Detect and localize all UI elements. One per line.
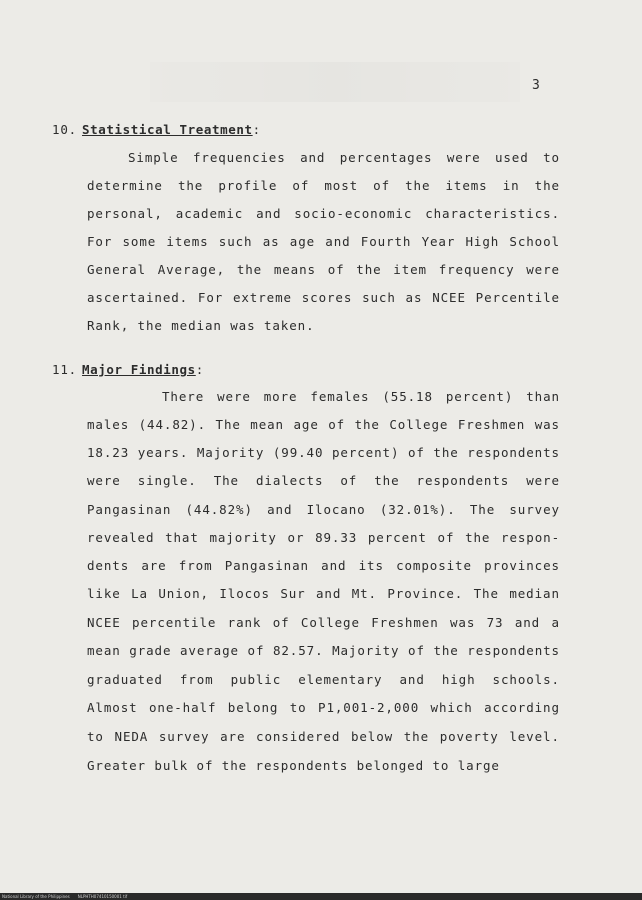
word: extreme	[232, 290, 292, 305]
paragraph-line	[87, 586, 560, 601]
word: Simple	[128, 150, 179, 165]
word: composite	[396, 558, 472, 573]
paragraph-line	[87, 700, 560, 715]
word: personal,	[87, 206, 163, 221]
paragraph-line: Rank, the median was taken.	[87, 318, 315, 333]
section-heading-statistical-treatment	[52, 122, 261, 137]
word: 82.57.	[272, 643, 324, 658]
word: The	[473, 586, 499, 601]
word: such	[218, 234, 253, 249]
paragraph-line	[87, 672, 560, 687]
word: For	[197, 290, 224, 305]
word: of	[328, 417, 346, 432]
word: The	[469, 502, 496, 517]
word: Freshmen	[371, 615, 439, 630]
word: College	[300, 615, 360, 630]
word: were	[446, 150, 481, 165]
word: socio-economic	[294, 206, 413, 221]
word: rank	[227, 615, 262, 630]
word: Ilocano	[306, 502, 366, 517]
section-number: 10.	[52, 122, 77, 137]
paragraph-line	[87, 417, 560, 432]
section-title-suffix: :	[252, 122, 261, 137]
word: survey	[509, 502, 560, 517]
word: median	[509, 586, 560, 601]
word: the	[356, 262, 382, 277]
paragraph-line	[87, 729, 560, 744]
word: the	[177, 178, 204, 193]
word: Average,	[157, 262, 226, 277]
word: elementary	[298, 672, 383, 687]
paragraph-line	[87, 530, 560, 545]
word: For	[87, 234, 113, 249]
word: provinces	[484, 558, 560, 573]
section-title: Major Findings	[82, 362, 196, 377]
word: survey	[158, 729, 210, 744]
word: means	[273, 262, 316, 277]
paragraph-line	[128, 150, 560, 165]
word: respondents	[416, 473, 510, 488]
word: Pangasinan	[224, 558, 309, 573]
word: the	[433, 643, 459, 658]
word: and	[325, 234, 351, 249]
paragraph-line	[162, 389, 560, 404]
word: average	[179, 643, 239, 658]
word: males	[87, 417, 130, 432]
word: items	[166, 234, 209, 249]
word: of	[327, 262, 345, 277]
word: of	[247, 643, 265, 658]
word: according	[484, 700, 560, 715]
word: (99.40	[272, 445, 324, 460]
word: majority	[209, 530, 277, 545]
word: public	[230, 672, 282, 687]
word: than	[526, 389, 560, 404]
word: Percentile	[475, 290, 560, 305]
scan-footer-text	[2, 894, 135, 899]
word: Union,	[158, 586, 209, 601]
word: are	[141, 558, 167, 573]
word: 89.33	[315, 530, 358, 545]
word: and	[267, 502, 293, 517]
word: percentile	[132, 615, 217, 630]
word: of	[408, 643, 425, 658]
word: age	[289, 234, 316, 249]
word: were	[526, 473, 560, 488]
word: of	[373, 178, 390, 193]
word: of	[272, 615, 290, 630]
word: scores	[301, 290, 353, 305]
word: respondents	[467, 445, 560, 460]
word: Ilocos	[219, 586, 270, 601]
word: Year	[421, 234, 456, 249]
word: School	[509, 234, 560, 249]
word: and	[300, 150, 326, 165]
word: (32.01%).	[379, 502, 456, 517]
section-title: Statistical Treatment	[82, 122, 253, 137]
word: NCEE	[87, 615, 121, 630]
word: years.	[137, 445, 189, 460]
paragraph-line	[87, 615, 560, 630]
word: graduated	[87, 672, 163, 687]
word: used	[494, 150, 529, 165]
word: mean	[250, 417, 284, 432]
word: a	[551, 615, 560, 630]
word: considered	[256, 729, 341, 744]
word: items	[445, 178, 488, 193]
word: Almost	[87, 700, 138, 715]
word: College	[389, 417, 449, 432]
word: (44.82%)	[185, 502, 253, 517]
word: percent)	[445, 389, 514, 404]
paragraph-line	[87, 445, 560, 460]
paragraph-line	[87, 473, 560, 488]
word: of	[437, 530, 455, 545]
word: frequencies	[192, 150, 286, 165]
word: General	[87, 262, 146, 277]
word: and	[399, 672, 425, 687]
word: or	[287, 530, 305, 545]
footer-library: National Library of the Philippines	[2, 894, 70, 899]
word: P1,001-2,000	[318, 700, 420, 715]
word: dents	[87, 558, 130, 573]
word: Pangasinan	[87, 502, 172, 517]
word: as	[262, 234, 280, 249]
word: the	[236, 262, 263, 277]
word: most	[324, 178, 359, 193]
footer-code: NLPHTH07410150001 tif	[77, 894, 128, 899]
word: Freshmen	[457, 417, 526, 432]
word: determine	[87, 178, 163, 193]
word: that	[165, 530, 199, 545]
paragraph-line	[87, 558, 560, 573]
word: like	[87, 586, 121, 601]
word: was	[449, 615, 476, 630]
word: 73	[486, 615, 504, 630]
word: grade	[129, 643, 172, 658]
word: NCEE	[432, 290, 466, 305]
word: high	[441, 672, 476, 687]
word: below	[350, 729, 394, 744]
word: one-half	[148, 700, 217, 715]
word: La	[131, 586, 148, 601]
word: The	[215, 417, 241, 432]
word: Majority	[332, 643, 400, 658]
word: were	[526, 262, 560, 277]
word: of	[340, 473, 358, 488]
word: single.	[137, 473, 197, 488]
word: the	[374, 473, 400, 488]
word: and	[256, 206, 282, 221]
word: ascertained.	[87, 290, 189, 305]
word: females	[310, 389, 370, 404]
word: the	[433, 445, 459, 460]
word: age	[293, 417, 319, 432]
word: its	[358, 558, 384, 573]
word: to	[87, 729, 104, 744]
word: was	[534, 417, 560, 432]
word: were	[87, 473, 121, 488]
word: There	[162, 389, 205, 404]
word: such	[362, 290, 396, 305]
paragraph-line	[87, 178, 560, 193]
word: more	[263, 389, 298, 404]
word: profile	[218, 178, 278, 193]
word: as	[405, 290, 423, 305]
word: Province.	[387, 586, 464, 601]
word: from	[178, 558, 213, 573]
word: percentages	[339, 150, 433, 165]
word: the	[534, 178, 560, 193]
word: are	[220, 729, 246, 744]
word: Sur	[280, 586, 306, 601]
word: some	[122, 234, 157, 249]
word: the	[354, 417, 380, 432]
word: poverty	[439, 729, 499, 744]
word: to	[289, 700, 307, 715]
word: were	[217, 389, 251, 404]
word: respondents	[467, 643, 560, 658]
paragraph-line	[87, 206, 560, 221]
word: from	[179, 672, 214, 687]
word: Majority	[196, 445, 265, 460]
word: The	[213, 473, 239, 488]
faint-bleedthrough	[150, 62, 520, 102]
word: percent	[367, 530, 427, 545]
word: of	[292, 178, 310, 193]
word: academic	[175, 206, 244, 221]
word: (44.82).	[138, 417, 207, 432]
word: characteristics.	[425, 206, 560, 221]
word: in	[502, 178, 520, 193]
word: and	[514, 615, 541, 630]
word: Mt.	[351, 586, 377, 601]
section-heading-major-findings	[52, 362, 204, 377]
word: to	[543, 150, 560, 165]
word: of	[407, 445, 425, 460]
word: schools.	[492, 672, 560, 687]
word: NEDA	[114, 729, 149, 744]
word: frequency	[438, 262, 515, 277]
page-number: 3	[532, 78, 541, 93]
word: the	[403, 729, 430, 744]
section-title-suffix: :	[195, 362, 205, 377]
word: belong	[227, 700, 279, 715]
word: respon-	[501, 530, 560, 545]
word: the	[465, 530, 491, 545]
word: mean	[87, 643, 121, 658]
paragraph-line	[87, 290, 560, 305]
word: the	[405, 178, 431, 193]
word: 18.23	[87, 445, 130, 460]
word: item	[393, 262, 427, 277]
word: which	[430, 700, 473, 715]
word: and	[321, 558, 347, 573]
word: and	[316, 586, 342, 601]
word: percent)	[331, 445, 400, 460]
paragraph-line: Greater bulk of the respondents belonged to large	[87, 758, 500, 773]
word: level.	[509, 729, 560, 744]
word: dialects	[255, 473, 324, 488]
word: revealed	[87, 530, 155, 545]
word: Fourth	[360, 234, 412, 249]
word: (55.18	[382, 389, 433, 404]
paragraph-line	[87, 262, 560, 277]
paragraph-line	[87, 643, 560, 658]
paragraph-line	[87, 234, 560, 249]
paragraph-line	[87, 502, 560, 517]
section-number: 11.	[52, 362, 77, 377]
word: High	[465, 234, 500, 249]
